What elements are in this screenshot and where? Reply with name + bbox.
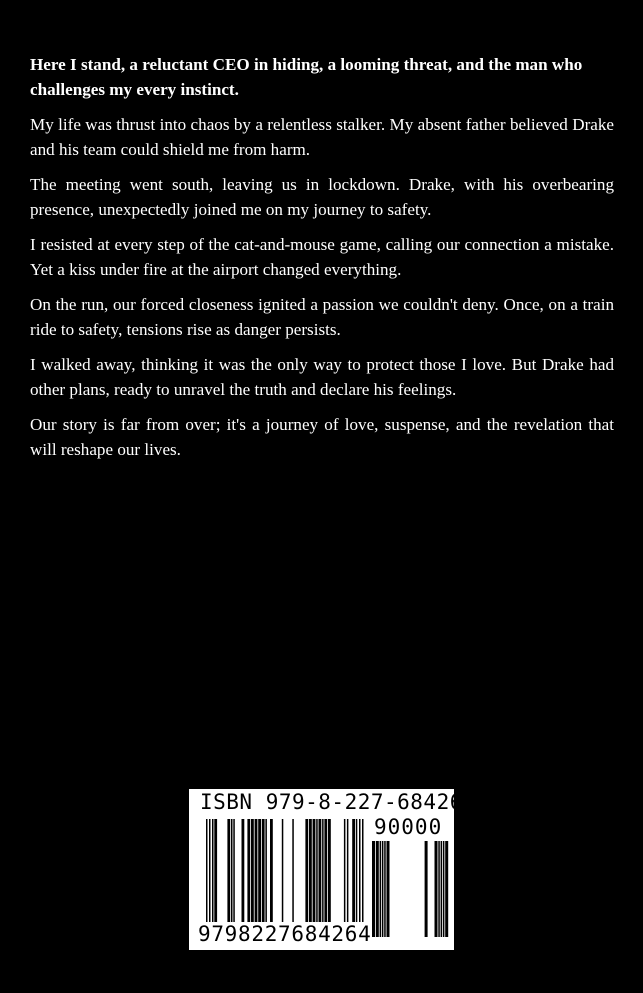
barcode-bar bbox=[212, 819, 214, 923]
barcode-bar bbox=[292, 819, 294, 923]
blurb-paragraph: Our story is far from over; it's a journey of love, suspense, and the revelation that will reshape our lives. bbox=[30, 415, 614, 459]
isbn-barcode bbox=[189, 789, 490, 950]
barcode-bar bbox=[382, 841, 384, 937]
barcode-bar bbox=[443, 841, 445, 937]
barcode-bar bbox=[438, 841, 440, 937]
barcode-bar bbox=[435, 841, 438, 937]
blurb-lead: Here I stand, a reluctant CEO in hiding, a looming threat, and the man who challenges my every instinct. bbox=[30, 55, 583, 99]
barcode-bar bbox=[233, 819, 235, 923]
barcode-bar bbox=[347, 819, 349, 937]
barcode-bar bbox=[242, 819, 245, 923]
barcode-bar bbox=[376, 841, 379, 937]
barcode-bar bbox=[352, 819, 355, 923]
barcode-bar bbox=[445, 841, 448, 937]
barcode-bar bbox=[305, 819, 308, 923]
barcode-bar bbox=[206, 819, 208, 937]
barcode-bar bbox=[362, 819, 364, 937]
barcode-bar bbox=[309, 819, 312, 923]
blurb-paragraph: The meeting went south, leaving us in lockdown. Drake, with his overbearing presence, unexpectedly joined me on my journey to safety. bbox=[30, 175, 614, 219]
blurb-paragraph: I walked away, thinking it was the only way to protect those I love. But Drake had other plans, ready to unravel the truth and declare his feelings. bbox=[30, 355, 614, 399]
barcode-bar bbox=[322, 819, 324, 923]
barcode-bar bbox=[282, 819, 284, 923]
barcode-bar bbox=[313, 819, 316, 923]
barcode-bar bbox=[324, 819, 327, 923]
barcode-bar bbox=[258, 819, 261, 923]
barcode-bar bbox=[328, 819, 331, 923]
isbn-label: ISBN 979-8-227-68426-4 bbox=[200, 790, 490, 814]
barcode-bar bbox=[255, 819, 258, 923]
barcode-bar bbox=[356, 819, 358, 923]
blurb-paragraph: My life was thrust into chaos by a relentless stalker. My absent father believed Drake and his team could shield me from harm. bbox=[30, 115, 614, 159]
barcode-bar bbox=[214, 819, 217, 923]
barcode-bar bbox=[265, 819, 267, 923]
barcode-bar bbox=[209, 819, 211, 937]
barcode-bar bbox=[251, 819, 254, 923]
barcode-bar bbox=[247, 819, 250, 923]
barcode-bar bbox=[441, 841, 443, 937]
barcode-bar bbox=[227, 819, 230, 923]
barcode-bar bbox=[270, 819, 273, 923]
blurb-paragraph: I resisted at every step of the cat-and-mouse game, calling our connection a mistake. Yet a kiss under fire at the airport changed everything. bbox=[30, 235, 614, 279]
barcode-digits: 9798227684264 bbox=[198, 922, 372, 946]
barcode-bar bbox=[344, 819, 346, 937]
barcode-bar bbox=[231, 819, 233, 923]
blurb-paragraph: On the run, our forced closeness ignited a passion we couldn't deny. Once, on a train ride to safety, tensions rise as danger persists. bbox=[30, 295, 614, 339]
price-addon-label: 90000 bbox=[374, 815, 443, 839]
barcode-bar bbox=[372, 841, 375, 937]
barcode-bar bbox=[425, 841, 428, 937]
book-blurb bbox=[30, 52, 614, 472]
barcode-bar bbox=[384, 841, 386, 937]
barcode-bar bbox=[319, 819, 322, 923]
barcode-bar bbox=[316, 819, 318, 923]
barcode-bar bbox=[262, 819, 265, 923]
barcode-bar bbox=[380, 841, 382, 937]
barcode-bar bbox=[359, 819, 361, 937]
barcode-bar bbox=[387, 841, 390, 937]
